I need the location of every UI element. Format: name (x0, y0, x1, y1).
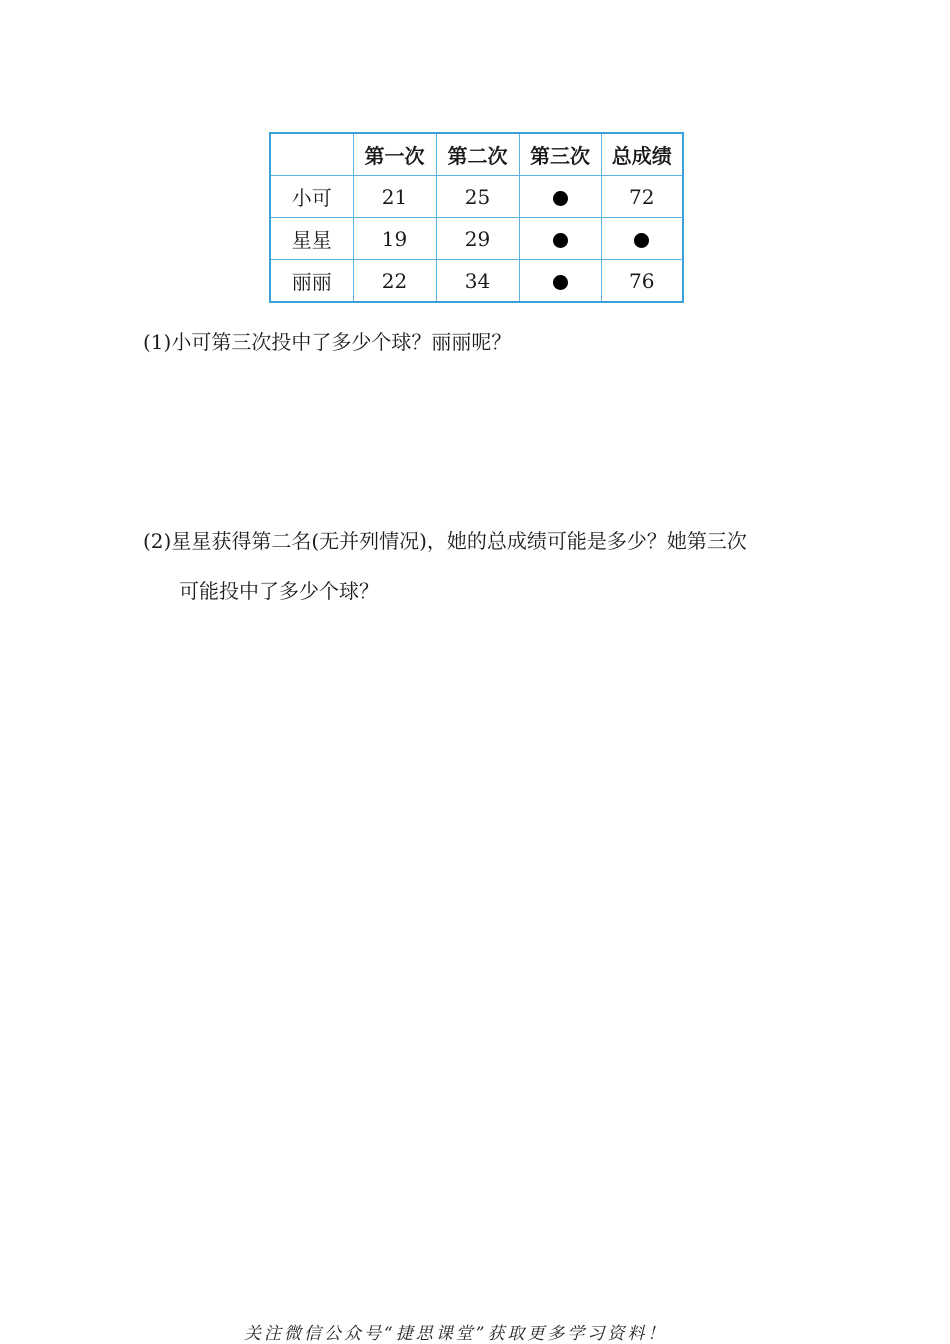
score-table (269, 132, 684, 303)
header-blank (270, 133, 353, 176)
cell-first: 21 (353, 176, 436, 218)
cell-first: 22 (353, 260, 436, 303)
unknown-dot-icon (553, 275, 568, 290)
cell-total: 76 (601, 260, 683, 303)
header-first: 第一次 (353, 133, 436, 176)
cell-third (519, 176, 601, 218)
cell-total: 72 (601, 176, 683, 218)
header-total: 总成绩 (601, 133, 683, 176)
unknown-dot-icon (553, 191, 568, 206)
row-name: 星星 (270, 218, 353, 260)
cell-third (519, 260, 601, 303)
cell-second: 25 (436, 176, 519, 218)
table-row (270, 176, 683, 218)
cell-first: 19 (353, 218, 436, 260)
header-second: 第二次 (436, 133, 519, 176)
table-row (270, 218, 683, 260)
question-2-line-1: (2)星星获得第二名(无并列情况)，她的总成绩可能是多少？她第三次 (143, 529, 747, 553)
footer-note: 关注微信公众号“捷思课堂”获取更多学习资料！ (244, 1324, 668, 1344)
header-third: 第三次 (519, 133, 601, 176)
question-2-line-2: 可能投中了多少个球？ (179, 579, 379, 603)
cell-second: 29 (436, 218, 519, 260)
row-name: 丽丽 (270, 260, 353, 303)
unknown-dot-icon (553, 233, 568, 248)
table-row (270, 260, 683, 303)
question-1: (1)小可第三次投中了多少个球？丽丽呢？ (143, 330, 512, 354)
cell-second: 34 (436, 260, 519, 303)
row-name: 小可 (270, 176, 353, 218)
table-header-row (270, 133, 683, 176)
unknown-dot-icon (634, 233, 649, 248)
cell-total (601, 218, 683, 260)
cell-third (519, 218, 601, 260)
